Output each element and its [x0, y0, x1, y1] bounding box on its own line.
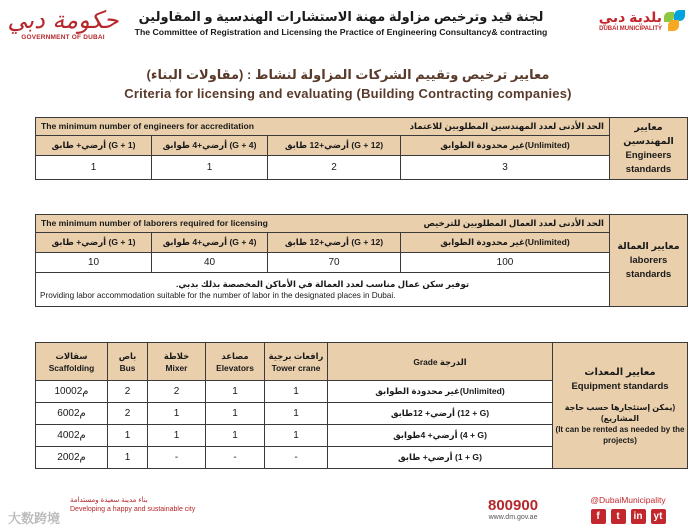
laborers-value-g1: 10 — [36, 253, 152, 273]
website-link[interactable]: www.dm.gov.ae — [488, 514, 538, 521]
laborers-header-english: The minimum number of laborers required for licensing — [41, 218, 268, 228]
col-bus: باص Bus — [108, 343, 148, 381]
grade-g12: أرضي+12 طابق (G + 12) — [268, 233, 401, 253]
dm-logo-english: DUBAI MUNICIPALITY — [599, 26, 662, 32]
laborers-header — [36, 215, 610, 233]
scaffolding-value: 600م2 — [36, 403, 108, 425]
slogan-arabic: بناء مدينة سعيدة ومستدامة — [70, 497, 148, 504]
engineers-label-english: Engineers standards — [625, 149, 672, 175]
page-title-arabic: معايير ترخيص وتقييم الشركات المزاولة لنشاط : (مقاولات البناء) — [146, 67, 550, 82]
dm-logo-text — [599, 8, 662, 32]
grade-g1: أرضي+ طابق (G + 1) — [36, 136, 152, 156]
grade-value: غير محدودة الطوابق(Unlimited) — [328, 381, 553, 403]
scaffolding-value: 1000م2 — [36, 381, 108, 403]
laborers-table — [35, 214, 688, 307]
engineers-label-arabic: معايير المهندسين — [623, 121, 674, 147]
phone-number[interactable]: 800900 — [488, 497, 539, 514]
grade-value: أرضي+ طابق (1 + G) — [328, 447, 553, 469]
col-grade: Grade الدرجة — [328, 343, 553, 381]
engineers-value-g1: 1 — [36, 156, 152, 180]
committee-heading — [125, 8, 557, 39]
laborers-header-arabic: الحد الأدنى لعدد العمال المطلوبين للترخيص — [423, 218, 604, 228]
laborers-value-g4: 40 — [152, 253, 268, 273]
footer-contact — [488, 498, 538, 521]
equipment-label-english: Equipment standards — [571, 380, 669, 392]
engineers-value-g12: 2 — [268, 156, 401, 180]
footer — [0, 488, 696, 531]
committee-title-english: The Committee of Registration and Licensing the Practice of Engineering Consultancy& contracting — [134, 27, 548, 37]
crane-value: 1 — [265, 381, 328, 403]
grade-g4: أرضي+4 طوابق (G + 4) — [152, 233, 268, 253]
laborers-label-arabic: معايير العمالة — [617, 240, 680, 252]
grade-value: أرضي+ 12طابق (12 + G) — [328, 403, 553, 425]
watermark: 大数跨境 — [8, 511, 61, 526]
equipment-note-english: (It can be rented as needed by the projects) — [555, 424, 685, 445]
laborers-value-unlimited: 100 — [401, 253, 610, 273]
facebook-icon[interactable]: f — [591, 509, 606, 524]
laborers-standards-label — [610, 215, 688, 307]
laborers-label-english: laborers standards — [625, 254, 672, 280]
elevators-value: 1 — [206, 381, 265, 403]
scaffolding-value: 200م2 — [36, 447, 108, 469]
bus-value: 2 — [108, 403, 148, 425]
government-of-dubai-logo — [4, 6, 122, 41]
engineers-standards-label — [610, 118, 688, 180]
equipment-note-arabic: (يمكن إستئجارها حسب حاجة المشاريع) — [564, 402, 676, 423]
elevators-value: - — [206, 447, 265, 469]
mixer-value: - — [148, 447, 206, 469]
bus-value: 1 — [108, 425, 148, 447]
equipment-table — [35, 342, 688, 469]
scaffolding-value: 400م2 — [36, 425, 108, 447]
bus-value: 2 — [108, 381, 148, 403]
elevators-value: 1 — [206, 403, 265, 425]
engineers-table — [35, 117, 688, 180]
slogan-english: Developing a happy and sustainable city — [70, 506, 196, 513]
social-handle[interactable]: @DubaiMunicipality — [590, 495, 666, 505]
engineers-header — [36, 118, 610, 136]
grade-g1: أرضي+ طابق (G + 1) — [36, 233, 152, 253]
bus-value: 1 — [108, 447, 148, 469]
grade-unlimited: غير محدودة الطوابق(Unlimited) — [401, 136, 610, 156]
laborers-value-g12: 70 — [268, 253, 401, 273]
mixer-value: 2 — [148, 381, 206, 403]
twitter-icon[interactable]: t — [611, 509, 626, 524]
elevators-value: 1 — [206, 425, 265, 447]
youtube-icon[interactable]: yt — [651, 509, 666, 524]
footer-social — [565, 494, 691, 524]
footer-slogan — [70, 496, 195, 514]
equipment-label-arabic: معايير المعدات — [584, 366, 656, 378]
mixer-value: 1 — [148, 403, 206, 425]
labor-accommodation-note — [36, 273, 610, 307]
dm-logo-arabic: بلدية دبي — [598, 9, 662, 25]
grade-g4: أرضي+4 طوابق (G + 4) — [152, 136, 268, 156]
gov-logo-english: GOVERNMENT OF DUBAI — [21, 34, 105, 41]
col-scaffolding: سقالات Scaffolding — [36, 343, 108, 381]
grade-value: أرضي+ 4طوابق (4 + G) — [328, 425, 553, 447]
engineers-header-arabic: الحد الأدنى لعدد المهندسين المطلوبين للاعتماد — [409, 121, 604, 131]
mixer-value: 1 — [148, 425, 206, 447]
gov-logo-arabic: حكومة دبي — [7, 6, 119, 34]
instagram-icon[interactable]: in — [631, 509, 646, 524]
dm-emblem-icon — [662, 8, 688, 32]
committee-title-arabic: لجنة قيد وترخيص مزاولة مهنة الاستشارات الهندسية و المقاولين — [138, 9, 544, 24]
col-elevators: مصاعد Elevators — [206, 343, 265, 381]
engineers-value-g4: 1 — [152, 156, 268, 180]
note-english: Providing labor accommodation suitable for the number of labor in the designated places in Dubai. — [40, 290, 396, 300]
note-arabic: توفير سكن عمال مناسب لعدد العمالة في الأماكن المخصصة بذلك بدبي. — [175, 278, 470, 289]
page-title-english: Criteria for licensing and evaluating (Building Contracting companies) — [124, 86, 572, 101]
dubai-municipality-logo — [560, 8, 692, 32]
crane-value: 1 — [265, 403, 328, 425]
crane-value: - — [265, 447, 328, 469]
equipment-standards-label — [553, 343, 688, 469]
crane-value: 1 — [265, 425, 328, 447]
grade-unlimited: غير محدودة الطوابق(Unlimited) — [401, 233, 610, 253]
col-mixer: خلاطة Mixer — [148, 343, 206, 381]
col-tower-crane: رافعات برجية Tower crane — [265, 343, 328, 381]
grade-g12: أرضي+12 طابق (G + 12) — [268, 136, 401, 156]
engineers-value-unlimited: 3 — [401, 156, 610, 180]
engineers-header-english: The minimum number of engineers for accreditation — [41, 121, 254, 131]
